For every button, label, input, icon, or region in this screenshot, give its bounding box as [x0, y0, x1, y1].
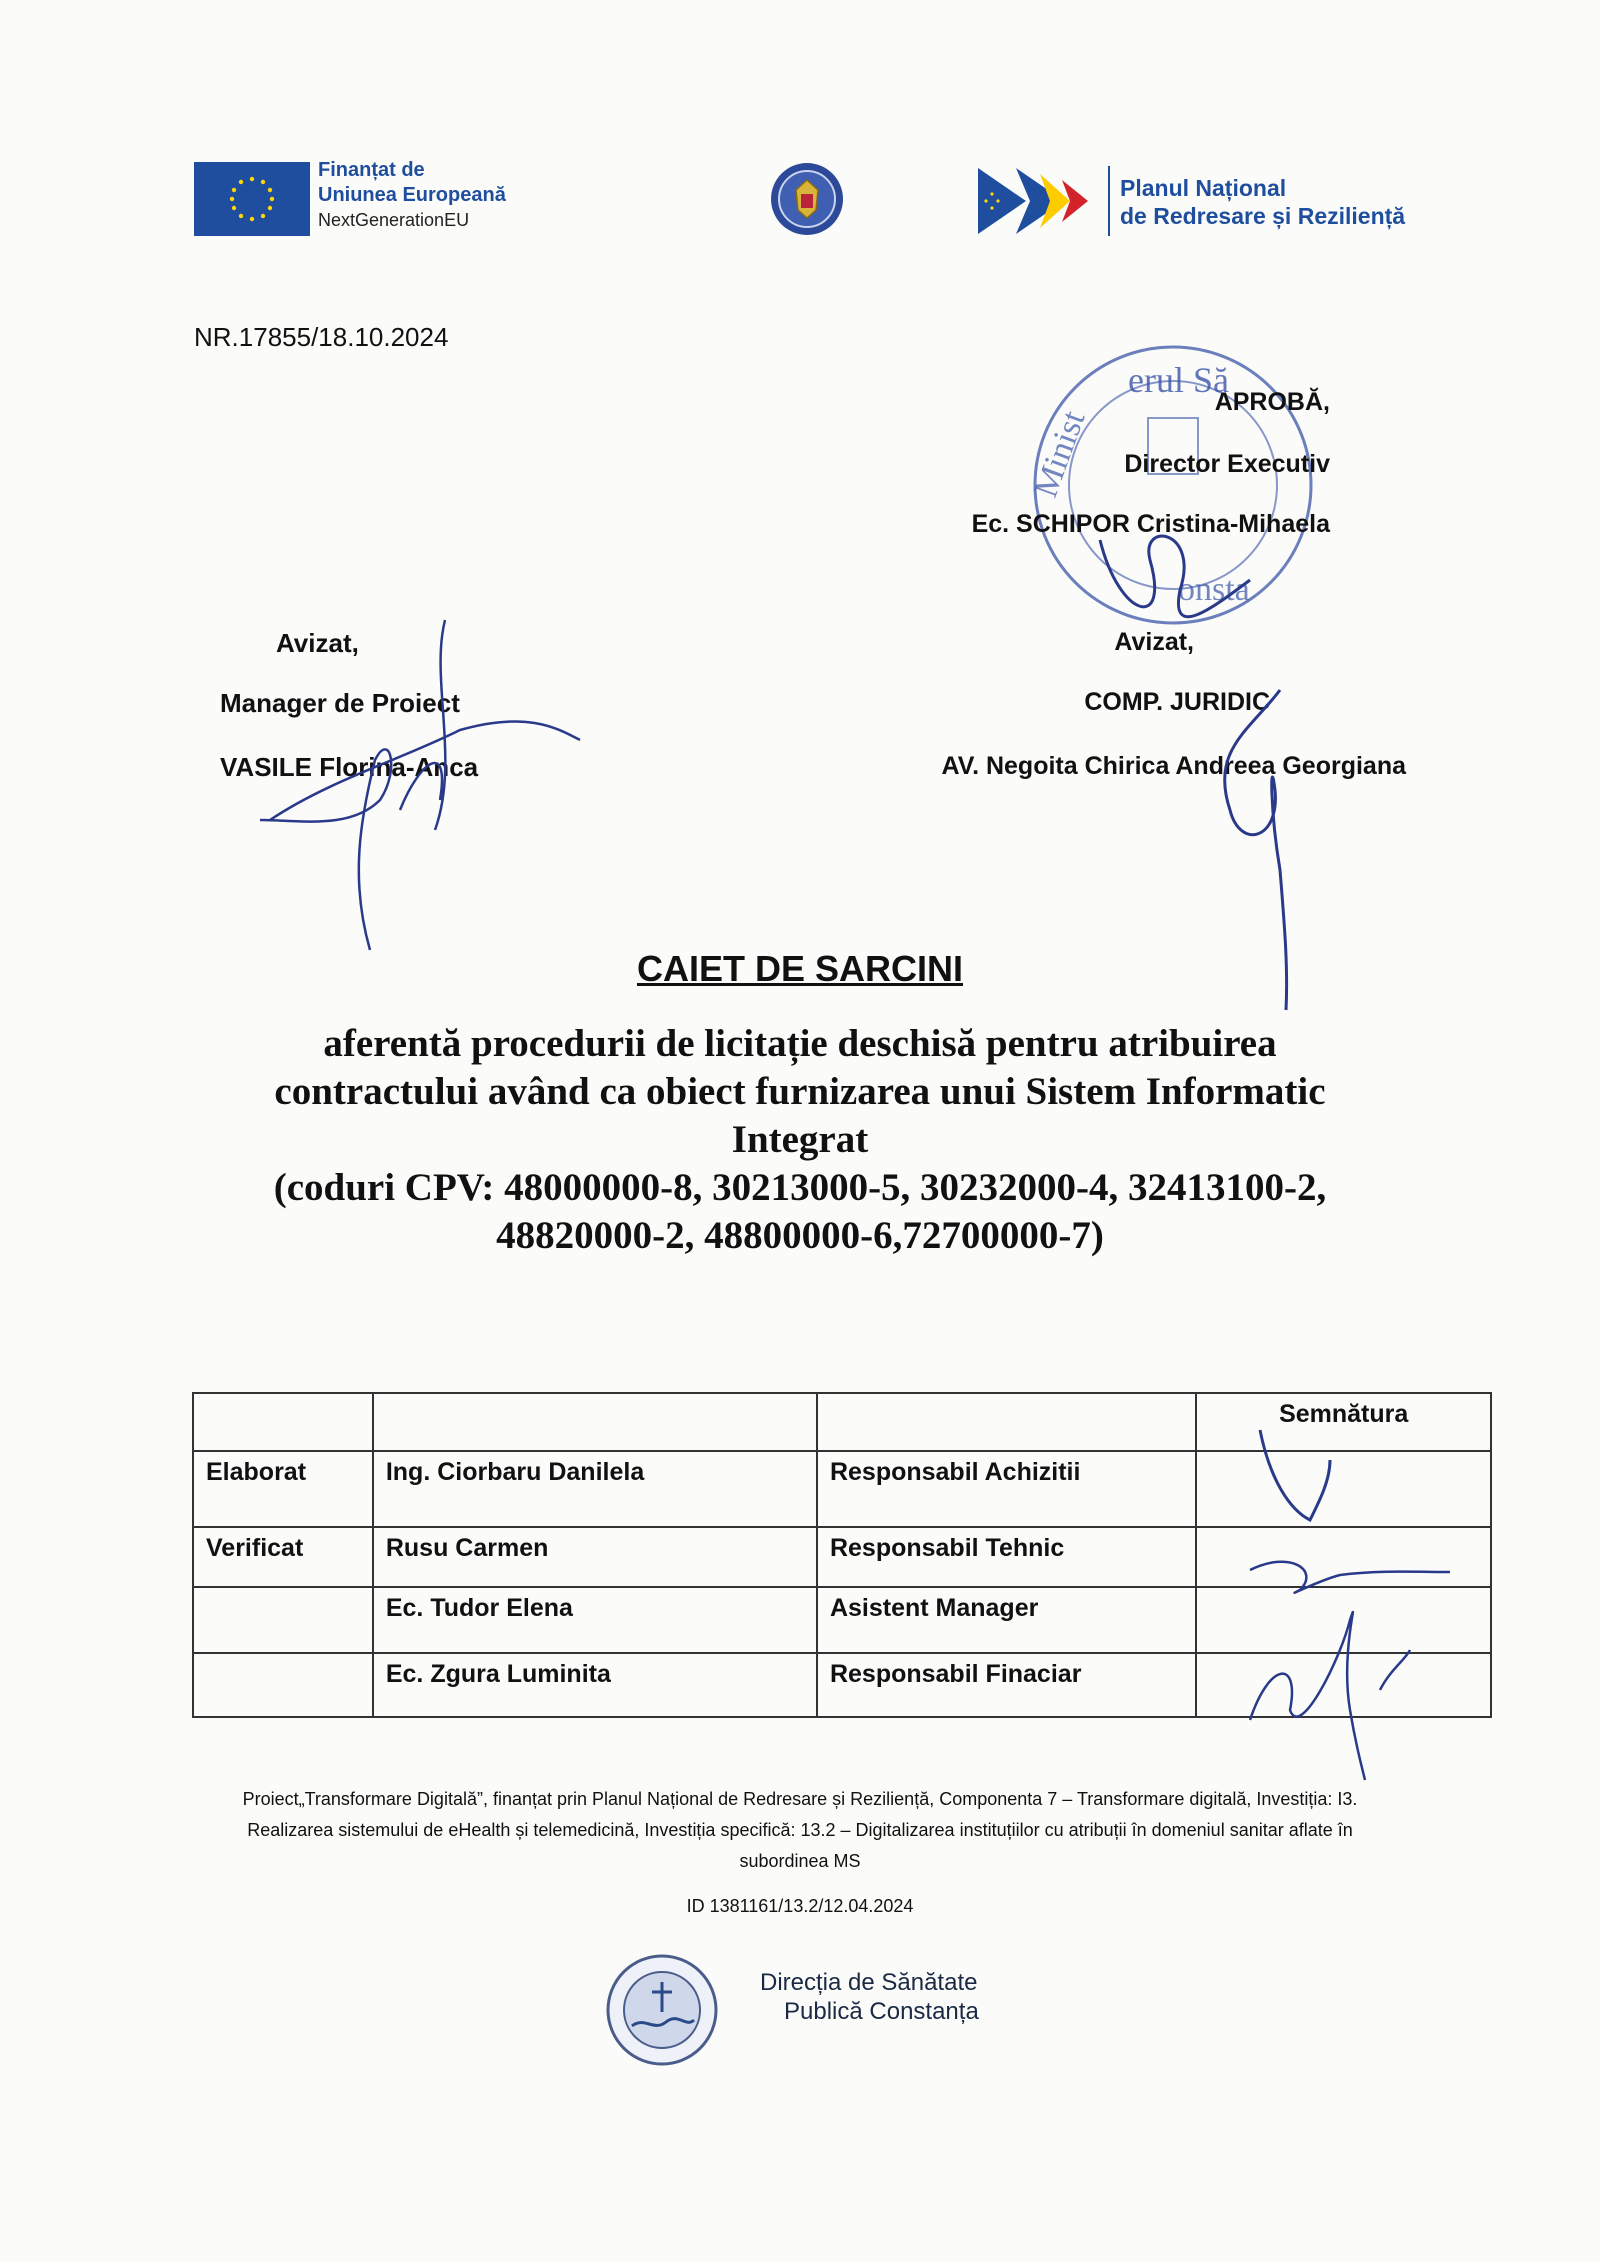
table-cell [817, 1393, 1196, 1451]
eu-flag-icon [194, 162, 310, 236]
avizat-right-role: COMP. JURIDIC [1084, 688, 1270, 716]
action-cell [193, 1653, 373, 1717]
eu-line-2: Uniunea Europeană [318, 184, 506, 206]
svg-text:onsta: onsta [1178, 571, 1250, 608]
romania-crest-icon [768, 160, 846, 238]
footer-line: Realizarea sistemului de eHealth și telemedicină, Investiția specifică: 13.2 – Digitalizarea instituțiilor cu atribuții în domeniul sanitar aflate în [247, 1820, 1353, 1840]
pnrr-line-1: Planul Național [1120, 175, 1287, 201]
name-cell: Ec. Zgura Luminita [373, 1653, 817, 1717]
subtitle-line: aferentă procedurii de licitație deschisă pentru atribuirea [323, 1022, 1277, 1065]
dsp-logo-icon [604, 1952, 720, 2068]
signature-icon [200, 620, 600, 965]
project-footer [160, 1784, 1440, 1877]
footer-line: Proiect„Transformare Digitală”, finanțat prin Planul Național de Redresare și Reziliență, Componenta 7 – Transformare digitală, Investiția: I3. [242, 1789, 1358, 1809]
role-cell: Responsabil Tehnic [817, 1527, 1196, 1587]
subtitle-line: 48820000-2, 48800000-6,72700000-7) [496, 1214, 1104, 1257]
approval-name: Ec. SCHIPOR Cristina-Mihaela [971, 510, 1330, 538]
avizat-left-name: VASILE Florina-Anca [220, 752, 479, 782]
avizat-left-role: Manager de Proiect [220, 688, 460, 718]
role-cell: Asistent Manager [817, 1587, 1196, 1653]
eu-funding-text [318, 158, 506, 233]
pnrr-text [1120, 174, 1405, 230]
footer-line: subordinea MS [739, 1851, 861, 1871]
signature-column-header: Semnătura [1196, 1393, 1491, 1451]
name-cell: Ec. Tudor Elena [373, 1587, 817, 1653]
subtitle-line: (coduri CPV: 48000000-8, 30213000-5, 30232000-4, 32413100-2, [273, 1166, 1327, 1209]
action-cell: Elaborat [193, 1451, 373, 1527]
action-cell [193, 1587, 373, 1653]
avizat-right-label: Avizat, [1114, 628, 1194, 656]
subtitle-line: contractului având ca obiect furnizarea unui Sistem Informatic [274, 1070, 1326, 1113]
subtitle-line: Integrat [731, 1118, 869, 1161]
dsp-line-1: Direcția de Sănătate [760, 1969, 978, 1996]
role-cell: Responsabil Finaciar [817, 1653, 1196, 1717]
role-cell: Responsabil Achizitii [817, 1451, 1196, 1527]
pnrr-arrow-logo-icon [978, 164, 1106, 238]
signature-icon [1230, 1420, 1470, 1785]
eu-line-1: Finanțat de [318, 159, 425, 181]
table-cell [193, 1393, 373, 1451]
eu-line-3: NextGenerationEU [318, 210, 470, 230]
name-cell: Rusu Carmen [373, 1527, 817, 1587]
dsp-name [760, 1968, 979, 2026]
table-cell [373, 1393, 817, 1451]
dsp-line-2: Publică Constanța [784, 1998, 979, 2025]
name-cell: Ing. Ciorbaru Danilela [373, 1451, 817, 1527]
svg-text:erul Să: erul Să [1128, 360, 1229, 400]
page-title: CAIET DE SARCINI [636, 948, 964, 989]
page-subtitle [180, 1020, 1420, 1260]
project-id: ID 1381161/13.2/12.04.2024 [686, 1896, 914, 1916]
avizat-right-name: AV. Negoita Chirica Andreea Georgiana [941, 752, 1406, 780]
avizat-left-label: Avizat, [276, 628, 359, 658]
pnrr-divider [1108, 166, 1110, 236]
pnrr-line-2: de Redresare și Reziliență [1120, 203, 1406, 229]
approval-title: APROBĂ, [1214, 388, 1330, 416]
svg-text:Minist: Minist [1027, 406, 1093, 503]
document-number: NR.17855/18.10.2024 [194, 322, 449, 352]
approval-role: Director Executiv [1124, 450, 1330, 478]
action-cell: Verificat [193, 1527, 373, 1587]
